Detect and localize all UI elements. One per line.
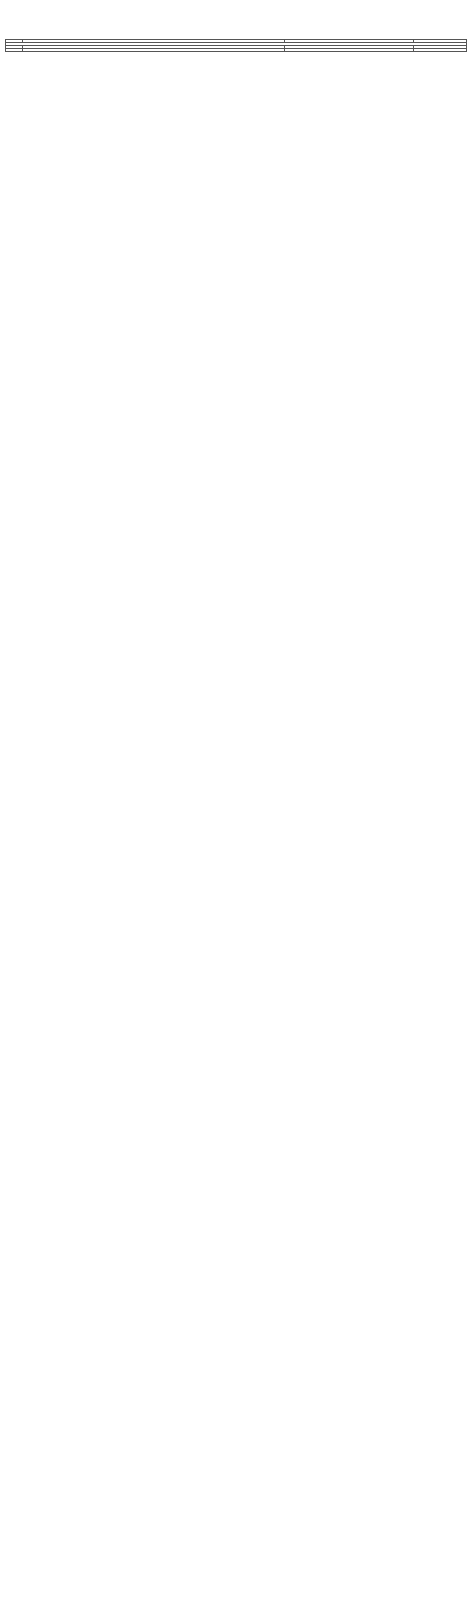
row-value [285, 49, 414, 52]
row-number [6, 49, 23, 52]
table-row [6, 49, 467, 52]
row-parameter [23, 49, 285, 52]
page-title [5, 6, 425, 31]
row-unit [414, 49, 467, 52]
parameters-table [5, 39, 467, 52]
page [0, 0, 472, 52]
